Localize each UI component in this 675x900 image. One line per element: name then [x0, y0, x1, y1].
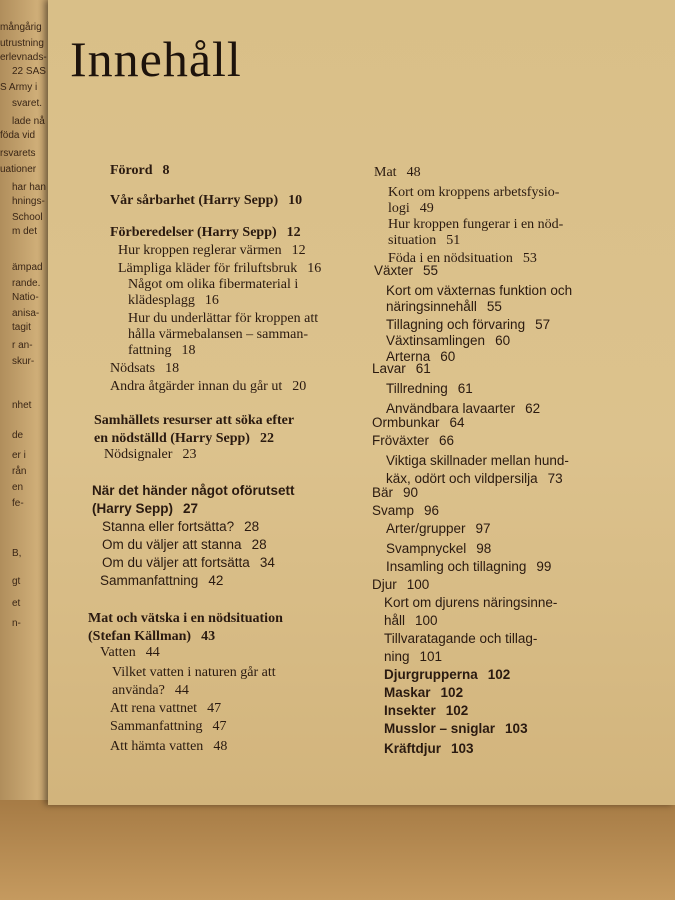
toc-entry-title: Djurgrupperna	[384, 667, 478, 682]
left-page-fragment: er i	[12, 450, 26, 461]
toc-entry-page-number: 44	[145, 645, 160, 660]
toc-left-entry	[92, 482, 295, 500]
toc-right-entry	[384, 612, 438, 630]
toc-entry-title: Svampnyckel	[386, 541, 467, 556]
toc-entry-page-number: 61	[457, 381, 473, 396]
toc-entry-page-number: 99	[536, 559, 552, 574]
toc-entry-page-number: 102	[445, 703, 469, 718]
toc-entry-page-number: 62	[525, 401, 541, 416]
toc-entry-title: Kräftdjur	[384, 741, 441, 756]
toc-left-entry	[92, 500, 198, 518]
toc-entry-page-number: 101	[419, 649, 443, 664]
toc-entry-title: situation	[388, 233, 437, 248]
toc-entry-title: Sammanfattning	[100, 573, 199, 588]
toc-entry-page-number: 18	[165, 361, 180, 376]
toc-entry-page-number: 61	[415, 361, 431, 376]
toc-entry-title: Insamling och tillagning	[386, 559, 527, 574]
toc-entry-title: Arter/grupper	[386, 521, 466, 536]
toc-entry-page-number: 49	[419, 201, 434, 216]
toc-entry-page-number: 23	[182, 447, 197, 462]
left-page-fragment: föda vid	[0, 130, 36, 141]
toc-entry-title: ning	[384, 649, 410, 664]
toc-right-entry	[384, 740, 474, 758]
left-page-fragment: S Army i	[0, 82, 38, 93]
toc-entry-page-number: 42	[208, 573, 224, 588]
toc-left-entry	[88, 610, 283, 628]
left-page-fragment: har han	[12, 182, 46, 193]
toc-right-entry	[384, 684, 463, 702]
toc-left-entry	[128, 292, 219, 310]
left-page-fragment: School	[12, 212, 43, 223]
left-page-fragment: svaret.	[12, 98, 43, 109]
toc-entry-page-number: 28	[244, 519, 260, 534]
left-page-fragment: m det	[12, 226, 38, 237]
left-page-fragment: 22 SAS	[12, 66, 46, 77]
toc-left-entry	[110, 738, 227, 756]
toc-entry-page-number: 97	[475, 521, 491, 536]
toc-entry-page-number: 64	[449, 415, 465, 430]
toc-entry-title: Tillredning	[386, 381, 448, 396]
toc-entry-title: Hur kroppen fungerar i en nöd-	[388, 217, 564, 232]
toc-entry-page-number: 48	[213, 739, 228, 754]
toc-right-entry	[384, 666, 510, 684]
toc-entry-title: Föda i en nödsituation	[388, 251, 513, 266]
left-page-fragment: fe-	[12, 498, 24, 509]
toc-right-entry	[384, 720, 528, 738]
toc-entry-page-number: 47	[212, 719, 227, 734]
toc-entry-title: Kort om växternas funktion och	[386, 283, 573, 298]
toc-entry-page-number: 103	[451, 741, 474, 756]
toc-entry-title: Vatten	[100, 645, 136, 660]
toc-left-entry	[118, 242, 306, 260]
toc-entry-title: Nödsats	[110, 361, 156, 376]
toc-entry-title: Viktiga skillnader mellan hund-	[386, 453, 569, 468]
toc-entry-page-number: 12	[286, 225, 301, 240]
left-page-fragment: anisa-	[12, 308, 40, 319]
toc-entry-title: Fröväxter	[372, 433, 430, 448]
toc-entry-title: använda?	[112, 683, 165, 698]
left-page-fragment: Natio-	[12, 292, 39, 303]
left-page-fragment: skur-	[12, 356, 35, 367]
toc-right-entry	[384, 648, 442, 666]
toc-right-entry	[372, 576, 429, 594]
toc-right-entry	[384, 630, 537, 648]
toc-entry-title: Arterna	[386, 349, 431, 364]
toc-left-entry	[110, 224, 301, 242]
toc-right-entry	[386, 380, 473, 398]
toc-entry-title: logi	[388, 201, 410, 216]
toc-left-entry	[110, 700, 221, 718]
left-page-fragment: ämpad	[12, 262, 43, 273]
toc-left-entry	[100, 644, 160, 662]
table-surface	[0, 800, 675, 900]
left-page-fragment: uationer	[0, 164, 37, 175]
toc-left-entry	[100, 572, 223, 590]
toc-entry-title: Andra åtgärder innan du går ut	[110, 379, 283, 394]
toc-entry-title: Sammanfattning	[110, 719, 203, 734]
toc-entry-page-number: 53	[522, 251, 537, 266]
toc-entry-title: Tillvaratagande och tillag-	[384, 631, 538, 646]
toc-left-entry	[110, 718, 227, 736]
toc-entry-title: Maskar	[384, 685, 431, 700]
toc-entry-title: näringsinnehåll	[386, 299, 477, 314]
toc-entry-page-number: 8	[162, 163, 170, 178]
toc-entry-page-number: 66	[439, 433, 455, 448]
toc-entry-page-number: 60	[440, 349, 456, 364]
toc-left-entry	[112, 682, 189, 700]
toc-right-entry	[372, 502, 439, 520]
toc-entry-title: Att hämta vatten	[110, 739, 204, 754]
left-page-fragment: B,	[12, 548, 22, 559]
toc-entry-title: Lämpliga kläder för friluftsbruk	[118, 261, 298, 276]
toc-left-entry	[110, 360, 179, 378]
left-page-fragment: nhet	[12, 400, 32, 411]
toc-entry-title: Stanna eller fortsätta?	[102, 519, 235, 534]
toc-entry-page-number: 48	[406, 165, 421, 180]
toc-entry-page-number: 102	[487, 667, 511, 682]
toc-entry-page-number: 100	[415, 613, 438, 628]
toc-right-entry	[372, 432, 454, 450]
toc-entry-title: Insekter	[384, 703, 436, 718]
toc-entry-title: Vår sårbarhet (Harry Sepp)	[110, 193, 279, 208]
left-page-fragment: rån	[12, 466, 27, 477]
toc-entry-page-number: 98	[476, 541, 492, 556]
toc-entry-page-number: 103	[505, 721, 528, 736]
toc-entry-title: Mat och vätska i en nödsituation	[88, 611, 283, 626]
toc-entry-title: Svamp	[372, 503, 415, 518]
toc-entry-title: (Stefan Källman)	[88, 629, 192, 644]
toc-left-entry	[128, 342, 196, 360]
left-page-fragment: et	[12, 598, 21, 609]
toc-left-entry	[110, 378, 306, 396]
toc-entry-title: Kort om djurens näringsinne-	[384, 595, 558, 610]
left-page-fragment: n-	[12, 618, 21, 629]
toc-entry-title: hålla värmebalansen – samman-	[128, 327, 308, 342]
toc-entry-page-number: 102	[440, 685, 464, 700]
toc-left-entry	[104, 446, 196, 464]
toc-left-entry	[94, 412, 294, 430]
toc-entry-title: käx, odört och vildpersilja	[386, 471, 538, 486]
toc-right-entry	[384, 702, 468, 720]
left-page-fragment: utrustning	[0, 38, 44, 49]
toc-entry-title: Samhällets resurser att söka efter	[94, 413, 295, 428]
toc-entry-page-number: 47	[207, 701, 222, 716]
left-page-fragment: de	[12, 430, 24, 441]
toc-entry-title: Vilket vatten i naturen går att	[112, 665, 276, 680]
toc-entry-title: Tillagning och förvaring	[386, 317, 526, 332]
toc-right-entry	[386, 540, 491, 558]
toc-right-entry	[374, 164, 421, 182]
toc-left-entry	[102, 518, 259, 536]
toc-entry-title: Användbara lavaarter	[386, 401, 516, 416]
toc-entry-title: Nödsignaler	[104, 447, 173, 462]
left-page-fragment: rande.	[12, 278, 41, 289]
toc-right-entry	[388, 232, 460, 250]
toc-entry-title: Att rena vattnet	[110, 701, 198, 716]
toc-entry-title: Musslor – sniglar	[384, 721, 496, 736]
toc-entry-title: (Harry Sepp)	[92, 501, 174, 516]
toc-entry-title: Bär	[372, 485, 394, 500]
page-title: Innehåll	[70, 31, 242, 87]
left-page-fragment: en	[12, 482, 24, 493]
toc-entry-page-number: 90	[403, 485, 419, 500]
left-page-fragment: tagit	[12, 322, 31, 333]
toc-entry-page-number: 27	[183, 501, 199, 516]
toc-entry-title: Förord	[110, 163, 153, 178]
toc-right-entry	[386, 452, 569, 470]
toc-entry-page-number: 20	[292, 379, 307, 394]
toc-entry-page-number: 57	[535, 317, 551, 332]
toc-entry-page-number: 12	[291, 243, 306, 258]
toc-entry-page-number: 96	[424, 503, 440, 518]
toc-entry-title: Något om olika fibermaterial i	[128, 277, 299, 292]
toc-entry-page-number: 16	[204, 293, 219, 308]
left-page-fragment: mångårig	[0, 22, 42, 33]
toc-left-entry	[102, 536, 267, 554]
toc-right-entry	[386, 520, 491, 538]
toc-left-entry	[110, 192, 302, 210]
toc-entry-page-number: 100	[406, 577, 430, 592]
toc-entry-title: klädesplagg	[128, 293, 195, 308]
toc-entry-page-number: 22	[259, 431, 274, 446]
toc-entry-title: Förberedelser (Harry Sepp)	[110, 225, 277, 240]
toc-right-entry	[372, 484, 418, 502]
toc-entry-page-number: 73	[547, 471, 563, 486]
toc-entry-title: fattning	[128, 343, 172, 358]
toc-entry-title: När det händer något oförutsett	[92, 483, 295, 498]
toc-entry-title: Växter	[374, 263, 414, 278]
toc-entry-title: Om du väljer att fortsätta	[102, 555, 250, 570]
toc-entry-title: Djur	[372, 577, 397, 592]
toc-entry-title: Hur kroppen reglerar värmen	[118, 243, 282, 258]
toc-right-entry	[386, 298, 502, 316]
toc-entry-page-number: 60	[495, 333, 511, 348]
toc-entry-title: en nödställd (Harry Sepp)	[94, 431, 250, 446]
left-page-fragment: rsvarets	[0, 148, 36, 159]
toc-entry-title: Om du väljer att stanna	[102, 537, 242, 552]
toc-entry-page-number: 16	[307, 261, 322, 276]
left-page-fragment: r an-	[12, 340, 33, 351]
toc-entry-page-number: 10	[288, 193, 303, 208]
toc-right-entry	[386, 558, 551, 576]
toc-entry-title: Lavar	[372, 361, 406, 376]
toc-entry-title: håll	[384, 613, 406, 628]
toc-entry-page-number: 51	[446, 233, 461, 248]
left-page-fragment: gt	[12, 576, 21, 587]
toc-left-entry	[112, 664, 276, 682]
toc-right-entry	[372, 360, 431, 378]
toc-entry-title: Växtinsamlingen	[386, 333, 486, 348]
toc-entry-page-number: 34	[259, 555, 275, 570]
toc-entry-page-number: 55	[486, 299, 502, 314]
toc-entry-page-number: 55	[423, 263, 439, 278]
toc-left-entry	[110, 162, 170, 180]
toc-entry-title: Kort om kroppens arbetsfysio-	[388, 185, 560, 200]
toc-entry-page-number: 28	[251, 537, 267, 552]
left-page-fragment: lade nå	[12, 116, 45, 127]
toc-entry-title: Hur du underlättar för kroppen att	[128, 311, 319, 326]
toc-entry-page-number: 43	[201, 629, 216, 644]
left-page-fragment: hnings-	[12, 196, 45, 207]
toc-entry-title: Ormbunkar	[372, 415, 440, 430]
toc-entry-page-number: 18	[181, 343, 196, 358]
toc-entry-title: Mat	[374, 165, 397, 180]
toc-right-entry	[384, 594, 557, 612]
toc-entry-page-number: 44	[174, 683, 189, 698]
toc-right-entry	[374, 262, 438, 280]
left-page-fragment: erlevnads-	[0, 52, 47, 63]
toc-right-entry	[372, 414, 465, 432]
toc-left-entry	[102, 554, 275, 572]
